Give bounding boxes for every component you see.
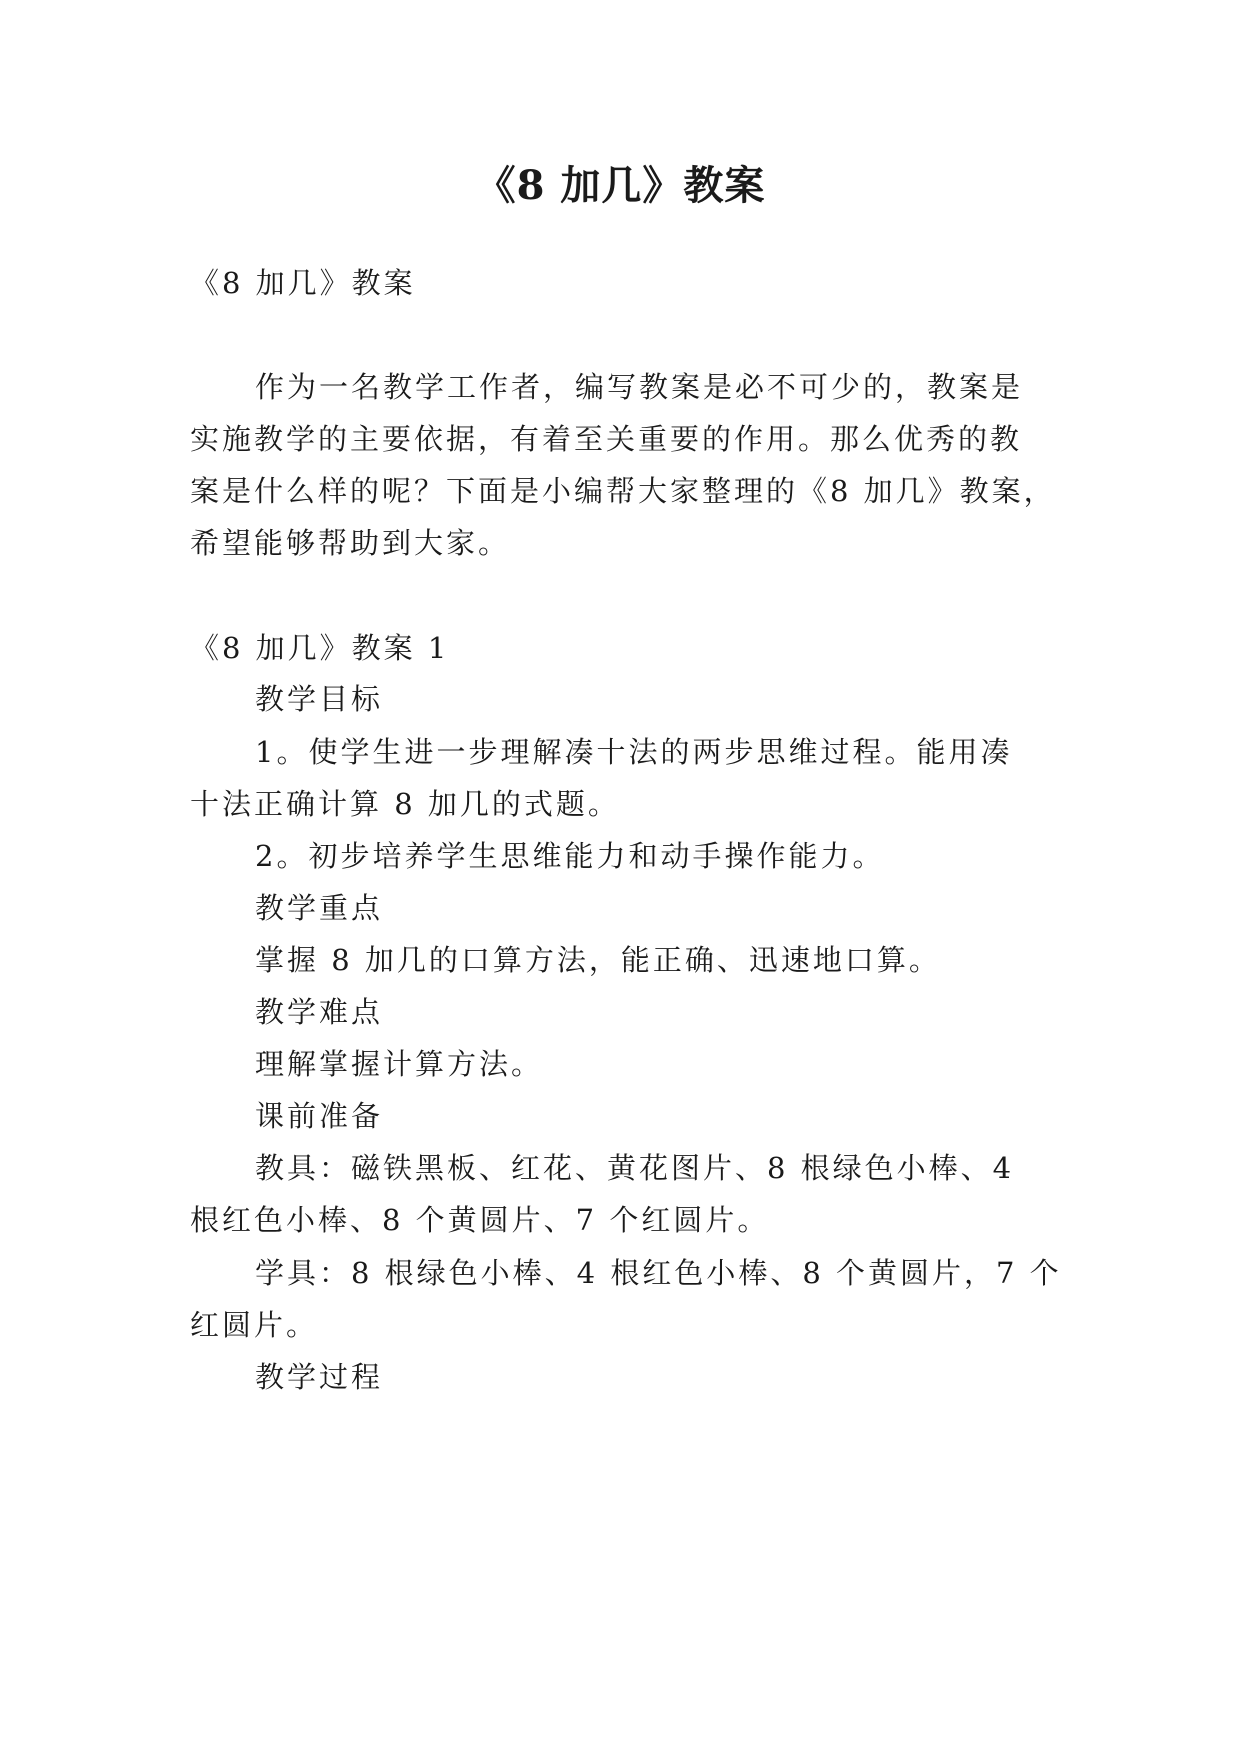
difficulty-text: 理解掌握计算方法。 <box>255 1047 544 1081</box>
student-tools-line: 红圆片。 <box>190 1308 319 1342</box>
intro-line: 作为一名教学工作者，编写教案是必不可少的，教案是 <box>255 370 1024 404</box>
preparation-heading: 课前准备 <box>255 1099 384 1133</box>
section-heading: 《8 加几》教案 1 <box>190 631 450 665</box>
goal-item-2: 2。初步培养学生思维能力和动手操作能力。 <box>255 839 885 873</box>
process-heading: 教学过程 <box>255 1360 384 1394</box>
teacher-tools-line: 教具：磁铁黑板、红花、黄花图片、8 根绿色小棒、4 <box>255 1151 1015 1185</box>
teacher-tools-line: 根红色小棒、8 个黄圆片、7 个红圆片。 <box>190 1203 770 1237</box>
key-point-text: 掌握 8 加几的口算方法，能正确、迅速地口算。 <box>255 943 941 977</box>
key-point-heading: 教学重点 <box>255 891 384 925</box>
goal-item-1: 1。使学生进一步理解凑十法的两步思维过程。能用凑 <box>255 735 1013 769</box>
goal-heading: 教学目标 <box>255 682 384 716</box>
intro-line: 案是什么样的呢？下面是小编帮大家整理的《8 加几》教案， <box>190 474 1056 508</box>
goal-item-1-continued: 十法正确计算 8 加几的式题。 <box>190 787 620 821</box>
intro-line: 实施教学的主要依据，有着至关重要的作用。那么优秀的教 <box>190 422 1023 456</box>
difficulty-heading: 教学难点 <box>255 995 384 1029</box>
student-tools-line: 学具：8 根绿色小棒、4 根红色小棒、8 个黄圆片，7 个 <box>255 1256 1062 1290</box>
intro-line: 希望能够帮助到大家。 <box>190 526 511 560</box>
document-title: 《8 加几》教案 <box>475 162 766 209</box>
document-subtitle: 《8 加几》教案 <box>190 266 416 300</box>
